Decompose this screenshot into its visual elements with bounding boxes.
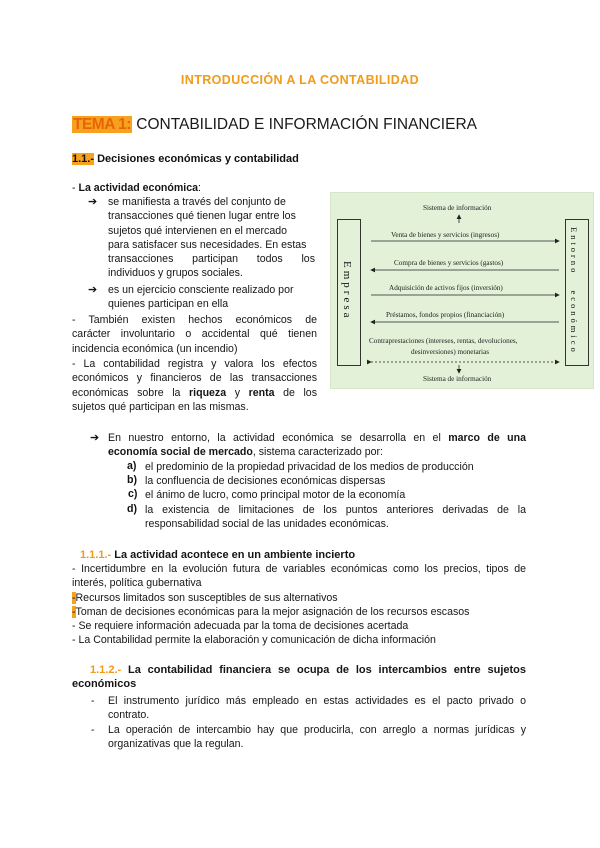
- flow-label: Préstamos, fondos propios (financiación): [386, 311, 505, 319]
- document-title: INTRODUCCIÓN A LA CONTABILIDAD: [180, 73, 420, 87]
- line: económicos y financieros de las transacciones: [72, 372, 317, 385]
- line: - La contabilidad registra y valora los efectos: [72, 358, 317, 370]
- text: , sistema caracterizado por:: [252, 446, 383, 459]
- environment-paragraph: [108, 431, 526, 460]
- accounting-paragraph: [72, 357, 317, 414]
- list-item: el ánimo de lucro, como principal motor de la economía: [145, 489, 406, 501]
- flow-label: Compra de bienes y servicios (gastos): [394, 259, 504, 267]
- environment-label: Entorno económico: [569, 227, 579, 355]
- line: - También existen hechos económicos de: [72, 314, 317, 326]
- activity-bullet-2: [108, 283, 318, 312]
- bold-word: renta: [248, 386, 275, 399]
- list-letter: a): [127, 460, 137, 472]
- line: quienes participan en ella: [108, 298, 229, 311]
- line: carácter involuntario o accidental qué tienen: [72, 328, 317, 341]
- dash-bullet: -: [91, 695, 95, 707]
- activity-bullet-1: [108, 195, 315, 281]
- dash-bullet: -: [91, 724, 95, 736]
- list-letter: c): [128, 488, 138, 500]
- section-number: 1.1.-: [72, 153, 95, 165]
- line: [72, 591, 526, 605]
- section-title: La actividad acontece en un ambiente incierto: [111, 549, 356, 561]
- line: interés, política gubernativa: [72, 577, 202, 590]
- text: En nuestro entorno, la actividad económica se desarrolla en el: [108, 432, 449, 444]
- text: económicas sobre la: [72, 386, 190, 399]
- line: [72, 663, 526, 677]
- line: [108, 445, 526, 459]
- text: Toman de decisiones económicas para la mejor asignación de los recursos escasos: [75, 605, 470, 618]
- uncertainty-list: [72, 562, 526, 648]
- line: organizativas que la regulan.: [108, 738, 244, 751]
- list-item: [145, 503, 526, 532]
- line: individuos y grupos sociales.: [108, 267, 243, 280]
- topic-label: TEMA 1:: [73, 116, 131, 133]
- line: transacciones qué tienen lugar entre los: [108, 210, 296, 223]
- line: La operación de intercambio hay que producirla, con arreglo a normas jurídicas y: [108, 724, 526, 736]
- flow-label: desinversiones) monetarias: [411, 348, 490, 356]
- colon: :: [198, 182, 201, 194]
- economic-flow-diagram: [330, 192, 594, 389]
- section-1-1-1-heading: [80, 548, 355, 562]
- list-letter: b): [127, 474, 137, 486]
- section-title: Decisiones económicas y contabilidad: [94, 153, 299, 165]
- section-title: económicos: [72, 678, 137, 691]
- text: y: [226, 386, 249, 399]
- text: Recursos limitados son susceptibles de sus alternativos: [75, 591, 338, 604]
- info-system-bottom-label: Sistema de información: [423, 375, 492, 383]
- list-item: [108, 694, 526, 723]
- line: se manifiesta a través del conjunto de: [108, 196, 286, 208]
- list-item: [108, 723, 526, 752]
- line: - La Contabilidad permite la elaboración y comunicación de dicha información: [72, 634, 436, 647]
- line: - Incertidumbre en la evolución futura de variables económicas como los precios, tipos de: [72, 563, 526, 575]
- line: sujetos qué participan en las mismas.: [72, 400, 249, 413]
- topic-heading: [72, 116, 477, 134]
- line: incidencia económica (un incendio): [72, 342, 238, 355]
- line: contrato.: [108, 709, 150, 722]
- info-system-top-label: Sistema de información: [423, 204, 492, 212]
- activity-heading: [72, 181, 201, 195]
- flow-label: Venta de bienes y servicios (ingresos): [391, 231, 500, 239]
- arrow-bullet-icon: ➔: [88, 196, 98, 208]
- line: [72, 677, 526, 691]
- highlight-dash: -: [72, 591, 76, 604]
- list-item: el predominio de la propiedad privacidad de los medios de producción: [145, 461, 474, 473]
- highlight-dash: -: [72, 605, 76, 618]
- section-1-1-2-heading: [72, 663, 526, 692]
- section-number: 1.1.2.-: [90, 664, 122, 676]
- section-1-1-heading: [72, 153, 299, 165]
- list-item: la confluencia de decisiones económicas dispersas: [145, 475, 386, 487]
- bold-word: riqueza: [189, 386, 227, 399]
- line: para satisfacer sus necesidades. En estas: [108, 238, 307, 251]
- line: responsabilidad social de las unidades económicas.: [145, 518, 389, 531]
- line: [72, 605, 526, 619]
- line: sujetos qué intervienen en el mercado: [108, 224, 288, 237]
- line: es un ejercicio consciente realizado por: [108, 284, 294, 296]
- involuntary-paragraph: [72, 313, 317, 356]
- text: de los: [274, 386, 317, 399]
- section-title: La contabilidad financiera se ocupa de los intercambios entre sujetos: [121, 664, 526, 676]
- line: la existencia de limitaciones de los puntos anteriores derivadas de la: [145, 504, 526, 516]
- line: El instrumento jurídico más empleado en estas actividades es el pacto privado o: [108, 695, 526, 707]
- line: [72, 386, 317, 400]
- bold-text: economía social de mercado: [108, 446, 253, 459]
- list-letter: d): [127, 503, 137, 515]
- flow-label: Adquisición de activos fijos (inversión): [389, 284, 503, 292]
- dash: -: [72, 182, 79, 194]
- line: transacciones participan todos los: [108, 253, 315, 266]
- company-label: Empresa: [341, 261, 353, 321]
- line: - Se requiere información adecuada par la toma de decisiones acertada: [72, 620, 409, 633]
- arrow-bullet-icon: ➔: [90, 432, 100, 444]
- topic-text: CONTABILIDAD E INFORMACIÓN FINANCIERA: [131, 116, 477, 133]
- arrow-bullet-icon: ➔: [88, 284, 98, 296]
- section-number: 1.1.1.-: [80, 549, 112, 561]
- line: [108, 431, 526, 445]
- activity-heading-text: La actividad económica: [78, 182, 199, 194]
- bold-text: marco de una: [448, 432, 526, 444]
- flow-label: Contraprestaciones (intereses, rentas, devoluciones,: [369, 337, 518, 345]
